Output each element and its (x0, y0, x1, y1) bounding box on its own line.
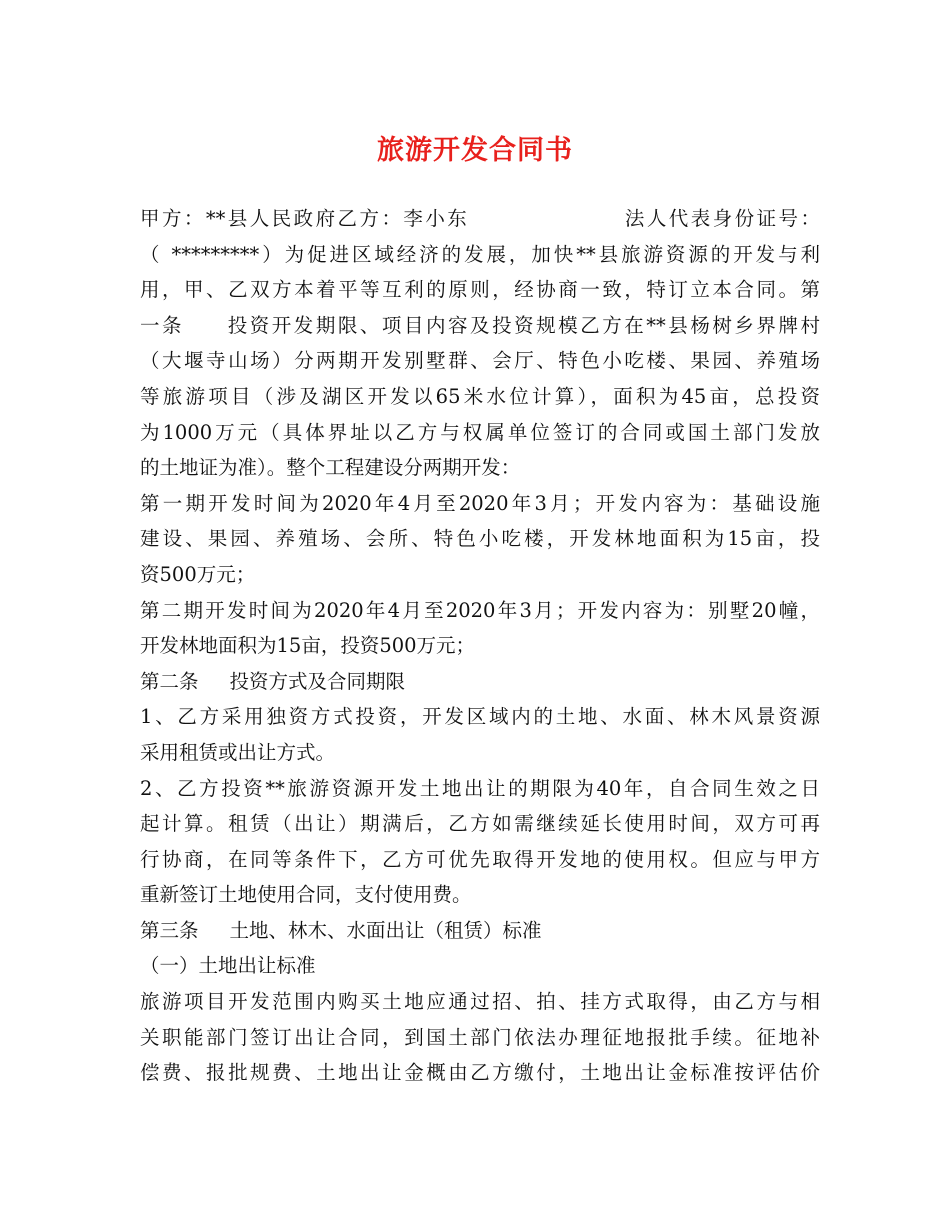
subsection-heading: （一）土地出让标准 (140, 954, 316, 978)
text-line: 用，甲、乙双方本着平等互利的原则，经协商一致，特订立本合同。第 (140, 278, 820, 302)
text-line: 建设、果园、养殖场、会所、特色小吃楼，开发林地面积为15亩，投 (140, 527, 820, 551)
text-line: 等旅游项目（涉及湖区开发以65米水位计算），面积为45亩，总投资 (140, 384, 820, 408)
text-line: 一条 投资开发期限、项目内容及投资规模乙方在**县杨树乡界牌村 (140, 313, 820, 337)
text-line: 起计算。租赁（出让）期满后，乙方如需继续延长使用时间，双方可再 (140, 812, 820, 836)
text-line: 旅游项目开发范围内购买土地应通过招、拍、挂方式取得，由乙方与相 (140, 990, 820, 1014)
text-line: 1、乙方采用独资方式投资，开发区域内的土地、水面、林木风景资源 (140, 705, 820, 729)
document-body (140, 201, 820, 1091)
text-line: 第一期开发时间为2020年4月至2020年3月；开发内容为：基础设施 (140, 491, 820, 515)
section-heading: 第三条 土地、林木、水面出让（租赁）标准 (140, 918, 542, 942)
text-line: 行协商，在同等条件下，乙方可优先取得开发地的使用权。但应与甲方 (140, 847, 820, 871)
text-line: 甲方：**县人民政府乙方：李小东 法人代表身份证号： (140, 207, 820, 230)
text-line: （大堰寺山场）分两期开发别墅群、会厅、特色小吃楼、果园、养殖场 (140, 349, 820, 373)
document-title: 旅游开发合同书 (377, 135, 573, 166)
text-line: 的土地证为准）。整个工程建设分两期开发： (140, 456, 521, 480)
text-line: 开发林地面积为15亩，投资500万元； (140, 634, 476, 658)
text-line: 第二期开发时间为2020年4月至2020年3月；开发内容为：别墅20幢， (140, 598, 820, 622)
text-line: 偿费、报批规费、土地出让金概由乙方缴付，土地出让金标准按评估价 (140, 1061, 820, 1085)
text-line: 为1000万元（具体界址以乙方与权属单位签订的合同或国土部门发放 (140, 420, 820, 444)
text-line: 重新签订土地使用合同，支付使用费。 (140, 883, 472, 907)
text-line: 采用租赁或出让方式。 (140, 740, 336, 764)
text-line: 2、乙方投资**旅游资源开发土地出让的期限为40年，自合同生效之日 (140, 776, 820, 800)
text-line: 关职能部门签订出让合同，到国土部门依法办理征地报批手续。征地补 (140, 1025, 820, 1049)
text-line: 资500万元； (140, 562, 256, 586)
text-line: （ *********）为促进区域经济的发展，加快**县旅游资源的开发与利 (140, 242, 820, 266)
section-heading: 第二条 投资方式及合同期限 (140, 669, 405, 693)
